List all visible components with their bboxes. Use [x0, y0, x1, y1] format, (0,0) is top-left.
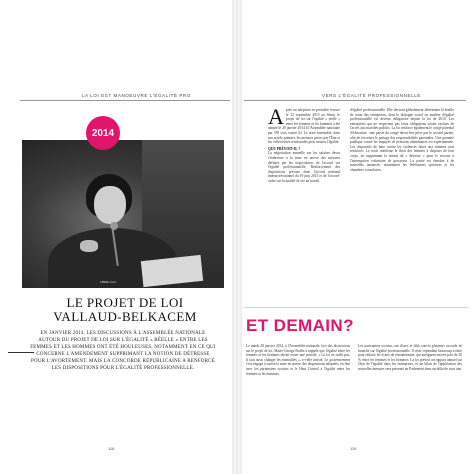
body-column-2: [350, 108, 454, 308]
spread-gutter: [232, 0, 242, 474]
drop-cap: A: [268, 108, 284, 129]
body-column-1: [268, 108, 340, 308]
right-page: [238, 0, 474, 474]
photo-hand: [80, 240, 98, 252]
column-2-text: d'égalité professionnelle. Elle devront globalement déterminer la feuille de route des entreprises, dont le dialogue social en matière d'égalité professionnelle est devenu obligatoire depuis la loi de 2010. Les entreprises qui ne respectent pas leurs obligations seront exclues de l'accès aux marchés publics. La loi renforce également le congé parental d'éducation : une partie du congé devra être prise par le second parent, afin de favoriser le partage des responsabilités parentales. Une garantie publique contre les impayés de pensions alimentaires est expérimentée. Les dispositifs de lutte contre les violences faites aux femmes sont renforcés. Le texte réaffirme le droit des femmes à disposer de leur corps, en supprimant la notion de « détresse » pour le recours à l'interruption volontaire de grossesse. La parité est étendue à de nouvelles instances, notamment les fédérations sportives et les chambres consulaires.: [350, 108, 454, 172]
title-line-2: VALLAUD-BELKACEM: [53, 309, 197, 324]
column-1-subhead: QUE PRÉVOIT-IL ?: [268, 146, 301, 151]
article-deck: EN JANVIER 2014, LES DISCUSSIONS À L'ASSEMBLÉE NATIONALE AUTOUR DU PROJET DE LOI SUR L'ÉGALITÉ « RÉELLE » ENTRE LES FEMMES ET LES HOMMES ONT ÉTÉ HOULEUSES, NOTAMMENT EN CE QUI CONCERNE L'AMENDEMENT SUPPRIMANT LA NOTION DE DÉTRESSE POUR L'AVORTEMENT. MAIS LA CONCORDE RÉPUBLICAINE A RENFORCÉ LES DISPOSITIONS POUR L'ÉGALITÉ PROFESSIONNELLE.: [30, 331, 216, 371]
column-1-text: près un adoption en première lecture le 22 septembre 2013 au Sénat, le projet de loi sur l'égalité « réelle » entre les femmes et les hommes a été adopté le 28 janvier 2014 à l'Assemblée nationale par 359 voix contre 24. Le texte rassemble, dans son article premier, les mesures prises par l'État et les collectivités territoriales pour assurer l'égalité.: [268, 108, 340, 145]
left-header-rule: [20, 100, 230, 101]
article-title: [20, 296, 230, 324]
microphone-icon: [110, 222, 118, 230]
title-line-1: LE PROJET DE LOI: [66, 295, 184, 310]
body-column-4: [358, 344, 462, 440]
year-badge: 2014: [86, 116, 120, 150]
photo-credit: LIBRE CLIC: [100, 280, 117, 284]
left-running-head: LA LOI EST MANOEUVRE L'ÉGALITÉ PRO: [82, 93, 191, 98]
right-running-head: VERS L'ÉGALITÉ PROFESSIONNELLE: [322, 93, 421, 98]
section-headline: ET DEMAIN?: [246, 316, 354, 335]
column-3-text: Le mardi 28 janvier 2014, à l'Assemblée nationale, lors des discussions sur le projet de loi, Marie-George Buffet a rappelé que l'égalité entre les femmes et les hommes devait rester une priorité. « La loi ne suffit pas, il faut aussi changer les mentalités », a-t-elle insisté. Le gouvernement s'est engagé à suivre la mise en œuvre des dispositions adoptées, en lien avec les partenaires sociaux et le Haut Conseil à l'égalité entre les femmes et les hommes.: [246, 344, 350, 376]
right-page-number: 119: [350, 446, 357, 451]
left-page: [0, 0, 236, 474]
right-header-rule: [244, 100, 466, 101]
photo-face: [94, 186, 126, 224]
body-column-3: [246, 344, 350, 440]
column-1-text-2: La négociation annuelle sur les salaires devra s'intéresser à la mise en œuvre des mesures définies par les négociations de l'accord sur l'égalité professionnelle. Renforcement des dispositions prévues dans l'accord national interprofessionnel du 19 juin 2013 et de l'accord-cadre sur la qualité de vie au travail.: [268, 151, 340, 183]
portrait-photo: [22, 140, 224, 288]
column-4-text: Les partenaires sociaux ont d'ores et déjà conclu plusieurs accords de branche sur l'égalité professionnelle. Il reste cependant beaucoup à faire pour réduire les écarts de rémunération, qui atteignent encore près de 20 % entre les femmes et les hommes. La loi prévoit un rapport annuel sur l'état de l'égalité dans les entreprises, et un bilan de l'application des nouvelles mesures sera présenté au Parlement dans un délai de trois ans.: [358, 344, 462, 371]
left-page-number: 118: [108, 446, 115, 451]
section-divider: [244, 307, 468, 308]
